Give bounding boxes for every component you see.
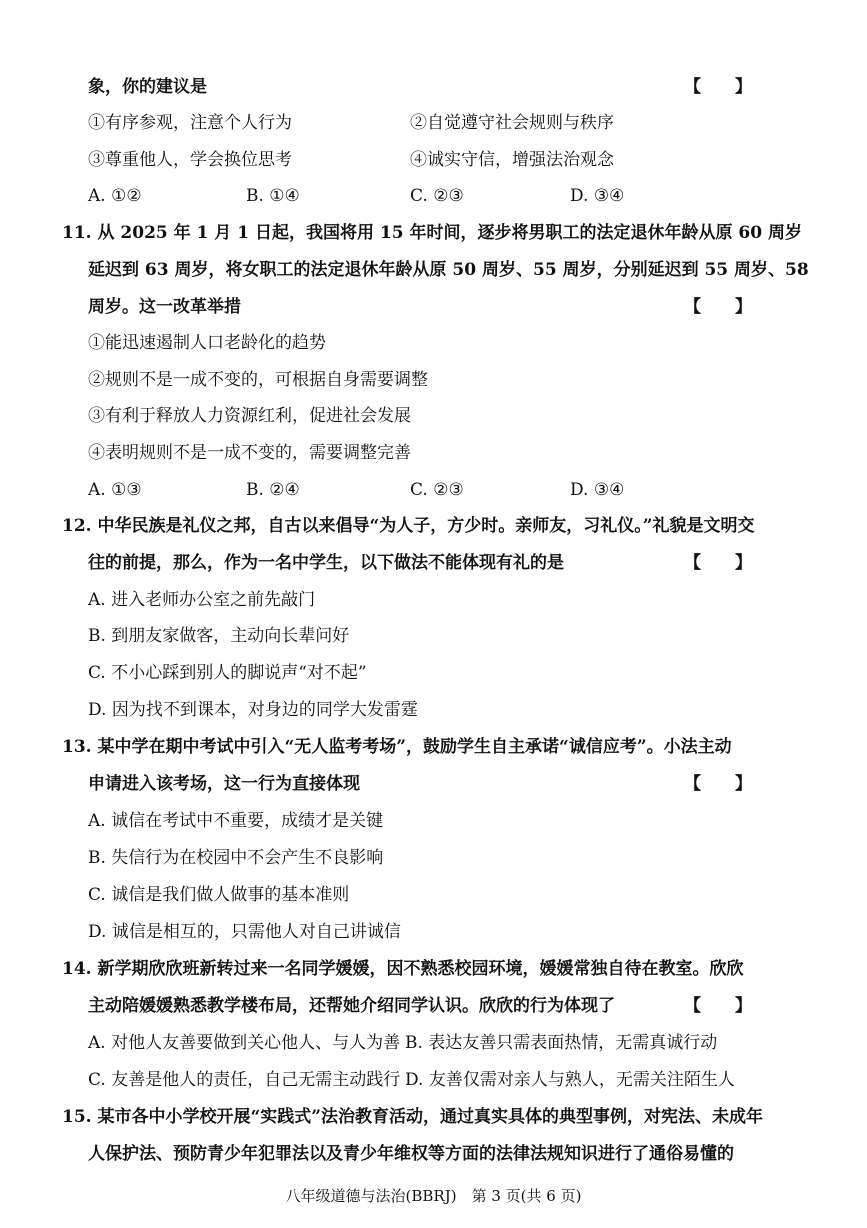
list-item: ①能迅速遏制人口老龄化的趋势	[88, 333, 326, 353]
list-item: ④诚实守信，增强法治观念	[410, 150, 614, 170]
option-a: A. 进入老师办公室之前先敲门	[88, 590, 316, 610]
answer-bracket: 【 】	[684, 297, 752, 317]
list-item: ③尊重他人，学会换位思考	[88, 150, 292, 170]
answer-bracket: 【 】	[684, 774, 752, 794]
list-item: ④表明规则不是一成不变的，需要调整完善	[88, 443, 411, 463]
choice-b: B. ①④	[246, 186, 300, 206]
choice-a: A. ①②	[88, 186, 142, 206]
question-15-stem: 15. 某市各中小学校开展“实践式”法治教育活动，通过真实具体的典型事例，对宪法、未成年	[62, 1107, 764, 1127]
list-item: ②规则不是一成不变的，可根据自身需要调整	[88, 370, 428, 390]
list-item: ②自觉遵守社会规则与秩序	[410, 113, 614, 133]
question-11-stem: 11. 从 2025 年 1 月 1 日起，我国将用 15 年时间，逐步将男职工的法定退休年龄从原 60 周岁	[62, 223, 802, 243]
option-b: B. 失信行为在校园中不会产生不良影响	[88, 848, 384, 868]
option-b: B. 到朋友家做客，主动向长辈问好	[88, 626, 350, 646]
option-d: D. 诚信是相互的，只需他人对自己讲诚信	[88, 922, 401, 942]
question-14-stem: 主动陪媛媛熟悉教学楼布局，还帮她介绍同学认识。欣欣的行为体现了	[88, 996, 615, 1016]
question-13-stem: 申请进入该考场，这一行为直接体现	[88, 774, 360, 794]
question-15-stem: 人保护法、预防青少年犯罪法以及青少年维权等方面的法律法规知识进行了通俗易懂的	[88, 1144, 734, 1164]
option-a: A. 诚信在考试中不重要，成绩才是关键	[88, 811, 384, 831]
choice-c: C. ②③	[410, 186, 464, 206]
option-c: C. 友善是他人的责任，自己无需主动践行	[88, 1070, 401, 1090]
answer-bracket: 【 】	[684, 553, 752, 573]
answer-bracket: 【 】	[684, 996, 752, 1016]
option-d: D. 友善仅需对亲人与熟人，无需关注陌生人	[405, 1070, 735, 1090]
list-item: ①有序参观，注意个人行为	[88, 113, 292, 133]
choice-b: B. ②④	[246, 480, 300, 500]
page-footer: 八年级道德与法治(BBRJ) 第 3 页(共 6 页)	[285, 1187, 582, 1205]
choice-a: A. ①③	[88, 480, 142, 500]
answer-bracket: 【 】	[684, 77, 752, 97]
choice-d: D. ③④	[570, 186, 625, 206]
option-b: B. 表达友善只需表面热情，无需真诚行动	[405, 1033, 718, 1053]
option-c: C. 诚信是我们做人做事的基本准则	[88, 885, 350, 905]
option-a: A. 对他人友善要做到关心他人、与人为善	[88, 1033, 401, 1053]
question-11-stem: 周岁。这一改革举措	[88, 297, 241, 317]
question-14-stem: 14. 新学期欣欣班新转过来一名同学媛媛，因不熟悉校园环境，媛媛常独自待在教室。欣欣	[62, 959, 744, 979]
question-11-stem: 延迟到 63 周岁，将女职工的法定退休年龄从原 50 周岁、55 周岁，分别延迟到 55 周岁、58	[88, 260, 809, 280]
option-d: D. 因为找不到课本，对身边的同学大发雷霆	[88, 700, 418, 720]
question-12-stem: 12. 中华民族是礼仪之邦，自古以来倡导“为人子，方少时。亲师友，习礼仪。”礼貌是文明交	[62, 516, 755, 536]
list-item: ③有利于释放人力资源红利，促进社会发展	[88, 406, 411, 426]
choice-d: D. ③④	[570, 480, 625, 500]
prev-stem-tail: 象，你的建议是	[88, 77, 207, 97]
choice-c: C. ②③	[410, 480, 464, 500]
question-13-stem: 13. 某中学在期中考试中引入“无人监考考场”，鼓励学生自主承诺“诚信应考”。小法主动	[62, 737, 732, 757]
question-12-stem: 往的前提，那么，作为一名中学生，以下做法不能体现有礼的是	[88, 553, 564, 573]
option-c: C. 不小心踩到别人的脚说声“对不起”	[88, 663, 367, 683]
